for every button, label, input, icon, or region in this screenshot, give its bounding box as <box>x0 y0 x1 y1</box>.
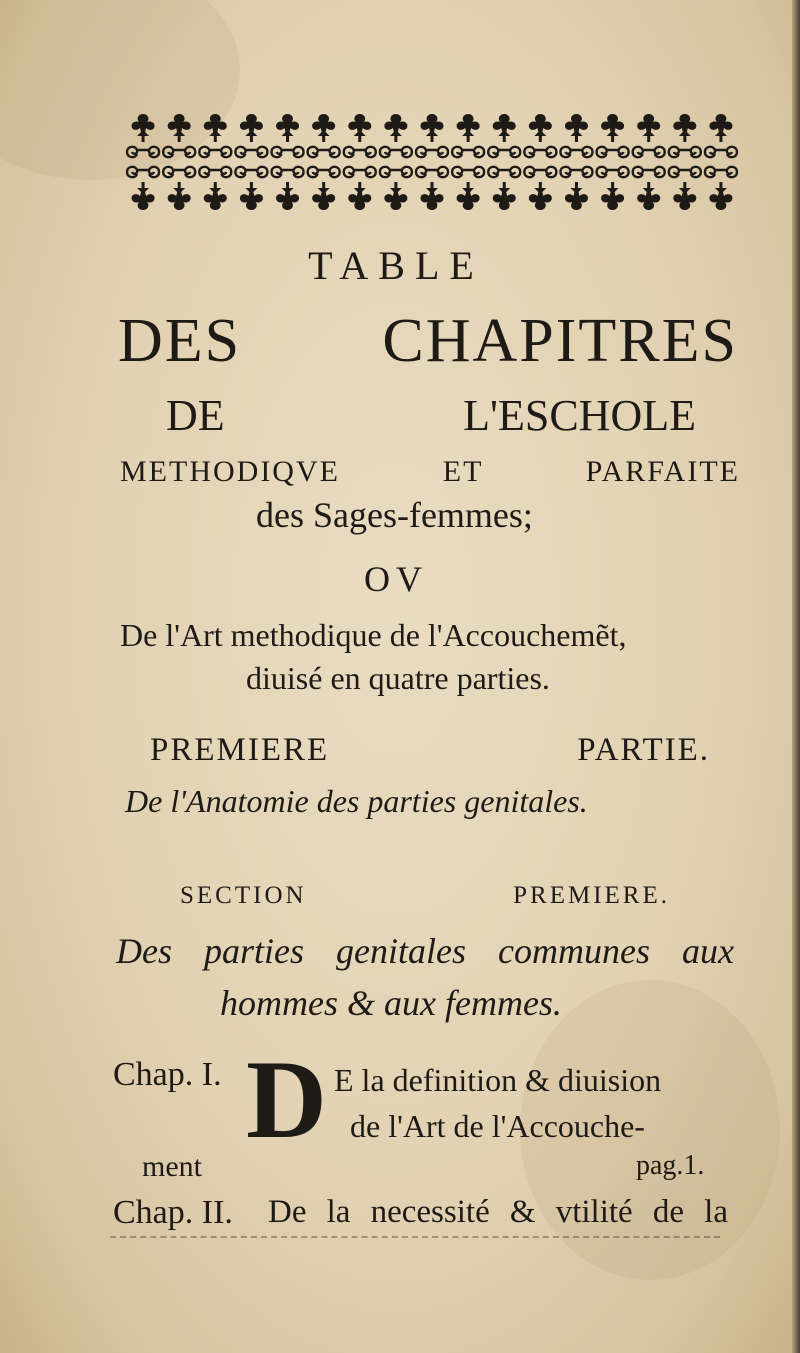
section-subject-line-1: Des parties genitales communes aux <box>116 931 734 971</box>
catchword-dashes <box>110 1236 720 1240</box>
chapter-1-text-line-3: ment <box>142 1150 202 1183</box>
part-heading: PREMIERE PARTIE. <box>150 732 710 768</box>
chapter-2-label: Chap. II. <box>113 1194 233 1231</box>
title-line-quatre-parties: diuisé en quatre parties. <box>246 660 550 696</box>
title-line-art-methodique: De l'Art methodique de l'Accouchemẽt, <box>120 617 627 653</box>
part-subject: De l'Anatomie des parties genitales. <box>125 783 588 819</box>
title-line-table: TABLE <box>308 243 484 288</box>
chapter-1-page-number: pag.1. <box>636 1150 705 1181</box>
chapter-1-text-line-1: E la definition & diuision <box>334 1062 662 1098</box>
chapter-1-text-line-2: de l'Art de l'Accouche- <box>350 1108 645 1144</box>
chapter-2-text-line-1: De la necessité & vtilité de la <box>268 1194 728 1230</box>
section-subject-line-2: hommes & aux femmes. <box>220 983 562 1023</box>
title-line-sages-femmes: des Sages-femmes; <box>256 495 533 535</box>
title-line-eschole: DE L'ESCHOLE <box>166 391 696 440</box>
title-line-des-chapitres: DES CHAPITRES <box>118 307 738 375</box>
ornamental-band <box>125 108 739 216</box>
chapter-1-label: Chap. I. <box>113 1056 222 1093</box>
title-line-methodique: METHODIQVE ET PARFAITE <box>120 455 740 488</box>
page-edge <box>792 0 800 1353</box>
fleuron-ornament-icon <box>125 108 739 216</box>
chapter-1-dropcap: D <box>246 1038 327 1162</box>
title-line-ou: OV <box>364 559 428 599</box>
section-heading: SECTION PREMIERE. <box>180 882 670 909</box>
